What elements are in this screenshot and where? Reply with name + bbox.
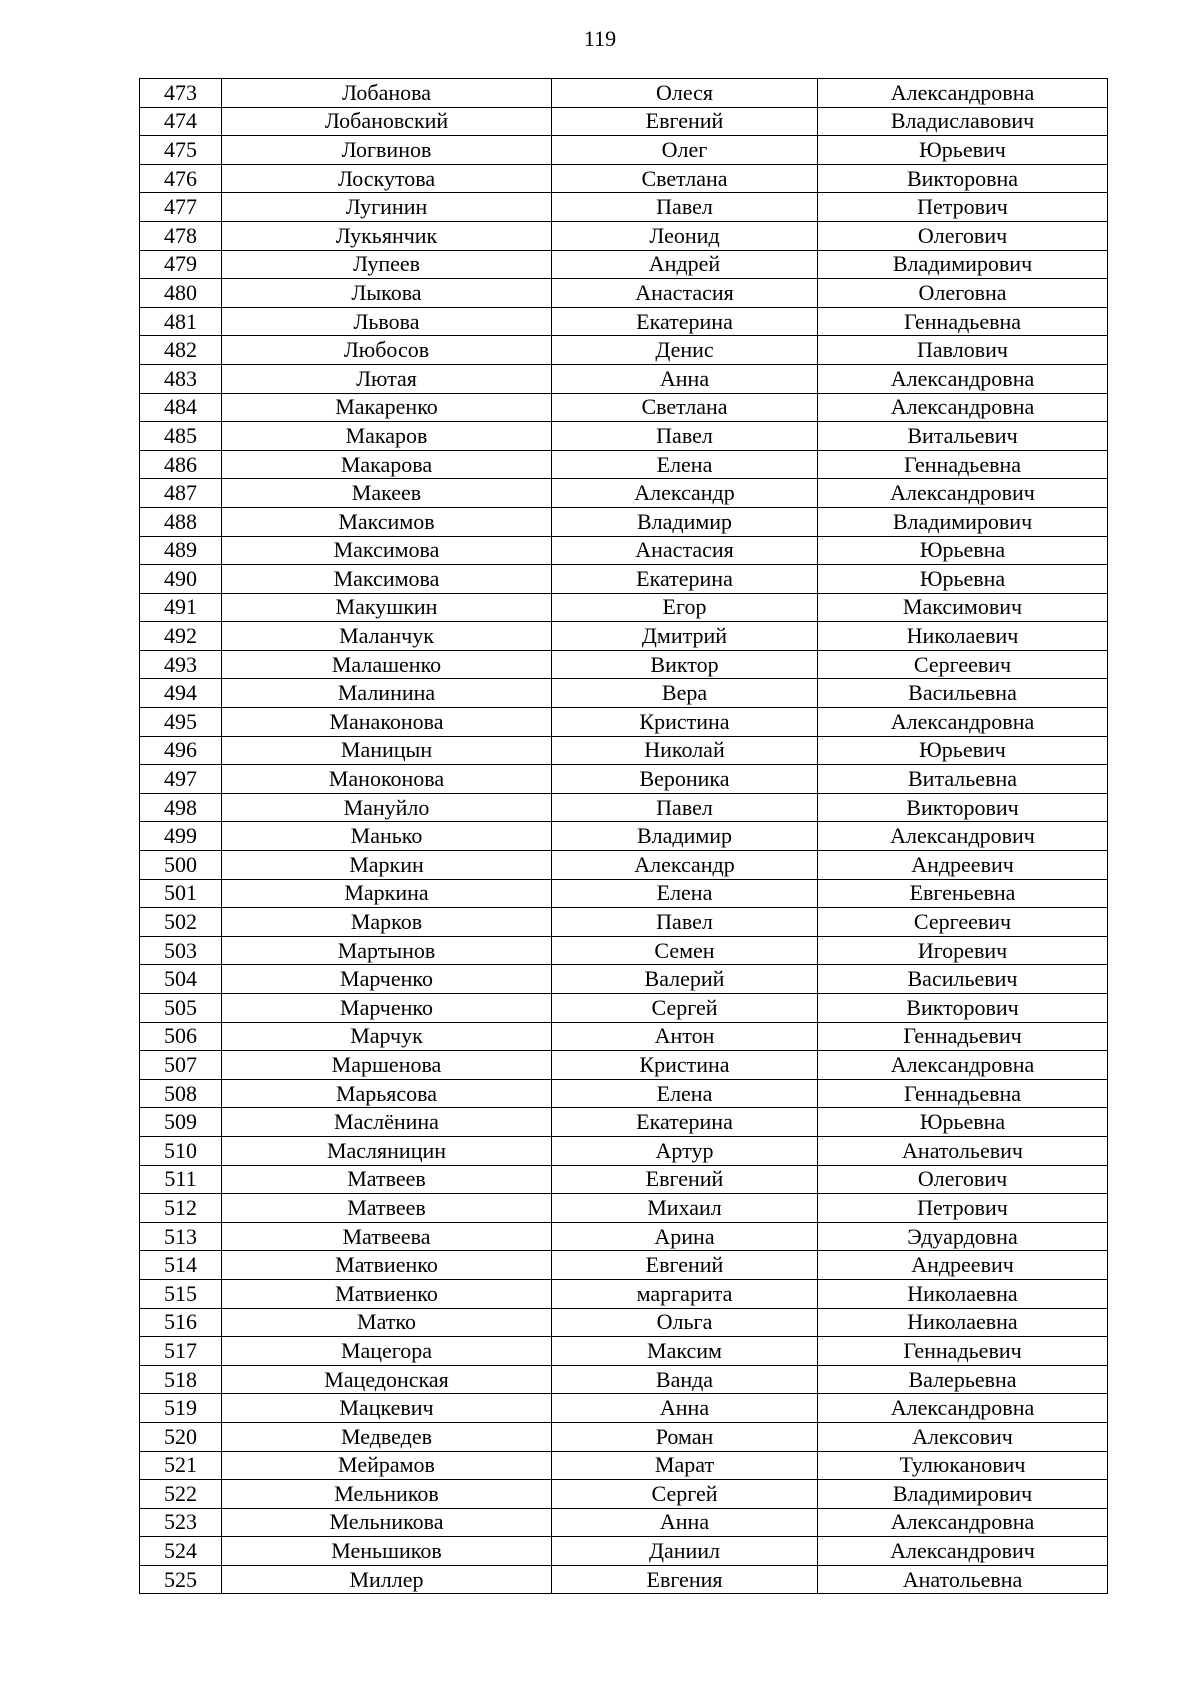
last-name-cell: Марчук bbox=[222, 1022, 552, 1051]
first-name-cell: Анна bbox=[552, 1508, 818, 1537]
last-name-cell: Мельникова bbox=[222, 1508, 552, 1537]
table-row bbox=[140, 622, 1108, 651]
first-name-cell: Екатерина bbox=[552, 565, 818, 594]
patronymic-cell: Евгеньевна bbox=[818, 879, 1108, 908]
patronymic-cell: Эдуардовна bbox=[818, 1222, 1108, 1251]
last-name-cell: Лоскутова bbox=[222, 164, 552, 193]
table-row bbox=[140, 1079, 1108, 1108]
first-name-cell: Павел bbox=[552, 193, 818, 222]
patronymic-cell: Владимирович bbox=[818, 507, 1108, 536]
last-name-cell: Малашенко bbox=[222, 650, 552, 679]
table-row bbox=[140, 1222, 1108, 1251]
row-number-cell: 491 bbox=[140, 593, 222, 622]
table-row bbox=[140, 1308, 1108, 1337]
patronymic-cell: Геннадьевич bbox=[818, 1022, 1108, 1051]
patronymic-cell: Николаевна bbox=[818, 1279, 1108, 1308]
first-name-cell: Павел bbox=[552, 422, 818, 451]
first-name-cell: Елена bbox=[552, 450, 818, 479]
first-name-cell: Олеся bbox=[552, 79, 818, 108]
patronymic-cell: Олеговна bbox=[818, 279, 1108, 308]
patronymic-cell: Олегович bbox=[818, 221, 1108, 250]
first-name-cell: Кристина bbox=[552, 1051, 818, 1080]
table-row bbox=[140, 822, 1108, 851]
patronymic-cell: Павлович bbox=[818, 336, 1108, 365]
last-name-cell: Манько bbox=[222, 822, 552, 851]
row-number-cell: 476 bbox=[140, 164, 222, 193]
patronymic-cell: Геннадьевна bbox=[818, 307, 1108, 336]
row-number-cell: 489 bbox=[140, 536, 222, 565]
table-row bbox=[140, 136, 1108, 165]
row-number-cell: 509 bbox=[140, 1108, 222, 1137]
patronymic-cell: Геннадьевна bbox=[818, 450, 1108, 479]
first-name-cell: Екатерина bbox=[552, 1108, 818, 1137]
row-number-cell: 486 bbox=[140, 450, 222, 479]
table-row bbox=[140, 994, 1108, 1023]
table-row bbox=[140, 1337, 1108, 1366]
first-name-cell: Валерий bbox=[552, 965, 818, 994]
table-row bbox=[140, 364, 1108, 393]
row-number-cell: 479 bbox=[140, 250, 222, 279]
row-number-cell: 503 bbox=[140, 936, 222, 965]
table-row bbox=[140, 565, 1108, 594]
first-name-cell: Анастасия bbox=[552, 279, 818, 308]
patronymic-cell: Юрьевич bbox=[818, 136, 1108, 165]
last-name-cell: Маршенова bbox=[222, 1051, 552, 1080]
first-name-cell: Владимир bbox=[552, 507, 818, 536]
row-number-cell: 497 bbox=[140, 765, 222, 794]
first-name-cell: Денис bbox=[552, 336, 818, 365]
last-name-cell: Маноконова bbox=[222, 765, 552, 794]
first-name-cell: Анастасия bbox=[552, 536, 818, 565]
last-name-cell: Макушкин bbox=[222, 593, 552, 622]
last-name-cell: Максимова bbox=[222, 565, 552, 594]
table-row bbox=[140, 1394, 1108, 1423]
table-row bbox=[140, 336, 1108, 365]
last-name-cell: Лыкова bbox=[222, 279, 552, 308]
patronymic-cell: Владимирович bbox=[818, 250, 1108, 279]
last-name-cell: Макаренко bbox=[222, 393, 552, 422]
patronymic-cell: Викторовна bbox=[818, 164, 1108, 193]
table-row bbox=[140, 1537, 1108, 1566]
last-name-cell: Маслёнина bbox=[222, 1108, 552, 1137]
table-row bbox=[140, 393, 1108, 422]
patronymic-cell: Юрьевна bbox=[818, 565, 1108, 594]
row-number-cell: 518 bbox=[140, 1365, 222, 1394]
row-number-cell: 490 bbox=[140, 565, 222, 594]
patronymic-cell: Максимович bbox=[818, 593, 1108, 622]
row-number-cell: 487 bbox=[140, 479, 222, 508]
last-name-cell: Максимова bbox=[222, 536, 552, 565]
table-row bbox=[140, 1480, 1108, 1509]
last-name-cell: Максимов bbox=[222, 507, 552, 536]
table-row bbox=[140, 1565, 1108, 1594]
last-name-cell: Макаров bbox=[222, 422, 552, 451]
first-name-cell: Дмитрий bbox=[552, 622, 818, 651]
patronymic-cell: Витальевич bbox=[818, 422, 1108, 451]
patronymic-cell: Александровна bbox=[818, 1508, 1108, 1537]
row-number-cell: 525 bbox=[140, 1565, 222, 1594]
roster-table-body bbox=[140, 79, 1108, 1594]
row-number-cell: 521 bbox=[140, 1451, 222, 1480]
first-name-cell: Артур bbox=[552, 1136, 818, 1165]
table-row bbox=[140, 679, 1108, 708]
first-name-cell: Николай bbox=[552, 736, 818, 765]
table-row bbox=[140, 936, 1108, 965]
last-name-cell: Лукьянчик bbox=[222, 221, 552, 250]
table-row bbox=[140, 1136, 1108, 1165]
first-name-cell: Арина bbox=[552, 1222, 818, 1251]
last-name-cell: Марченко bbox=[222, 994, 552, 1023]
table-row bbox=[140, 1108, 1108, 1137]
last-name-cell: Макеев bbox=[222, 479, 552, 508]
patronymic-cell: Александрович bbox=[818, 822, 1108, 851]
patronymic-cell: Анатольевна bbox=[818, 1565, 1108, 1594]
table-row bbox=[140, 479, 1108, 508]
row-number-cell: 502 bbox=[140, 908, 222, 937]
patronymic-cell: Игоревич bbox=[818, 936, 1108, 965]
first-name-cell: Елена bbox=[552, 1079, 818, 1108]
last-name-cell: Меньшиков bbox=[222, 1537, 552, 1566]
last-name-cell: Мацегора bbox=[222, 1337, 552, 1366]
table-row bbox=[140, 107, 1108, 136]
first-name-cell: Леонид bbox=[552, 221, 818, 250]
table-row bbox=[140, 536, 1108, 565]
row-number-cell: 473 bbox=[140, 79, 222, 108]
table-row bbox=[140, 1451, 1108, 1480]
table-row bbox=[140, 250, 1108, 279]
row-number-cell: 524 bbox=[140, 1537, 222, 1566]
table-row bbox=[140, 279, 1108, 308]
row-number-cell: 499 bbox=[140, 822, 222, 851]
row-number-cell: 478 bbox=[140, 221, 222, 250]
first-name-cell: Ольга bbox=[552, 1308, 818, 1337]
row-number-cell: 523 bbox=[140, 1508, 222, 1537]
first-name-cell: Антон bbox=[552, 1022, 818, 1051]
table-row bbox=[140, 765, 1108, 794]
last-name-cell: Масляницин bbox=[222, 1136, 552, 1165]
last-name-cell: Любосов bbox=[222, 336, 552, 365]
table-row bbox=[140, 221, 1108, 250]
last-name-cell: Матко bbox=[222, 1308, 552, 1337]
patronymic-cell: Тулюканович bbox=[818, 1451, 1108, 1480]
first-name-cell: Михаил bbox=[552, 1194, 818, 1223]
last-name-cell: Матвиенко bbox=[222, 1279, 552, 1308]
patronymic-cell: Петрович bbox=[818, 193, 1108, 222]
patronymic-cell: Викторович bbox=[818, 793, 1108, 822]
first-name-cell: Владимир bbox=[552, 822, 818, 851]
patronymic-cell: Сергеевич bbox=[818, 908, 1108, 937]
row-number-cell: 495 bbox=[140, 708, 222, 737]
first-name-cell: Егор bbox=[552, 593, 818, 622]
patronymic-cell: Анатольевич bbox=[818, 1136, 1108, 1165]
row-number-cell: 482 bbox=[140, 336, 222, 365]
table-row bbox=[140, 708, 1108, 737]
first-name-cell: Марат bbox=[552, 1451, 818, 1480]
patronymic-cell: Валерьевна bbox=[818, 1365, 1108, 1394]
last-name-cell: Матвиенко bbox=[222, 1251, 552, 1280]
row-number-cell: 493 bbox=[140, 650, 222, 679]
first-name-cell: Максим bbox=[552, 1337, 818, 1366]
table-row bbox=[140, 1508, 1108, 1537]
row-number-cell: 477 bbox=[140, 193, 222, 222]
last-name-cell: Лугинин bbox=[222, 193, 552, 222]
first-name-cell: Евгений bbox=[552, 1165, 818, 1194]
table-row bbox=[140, 422, 1108, 451]
table-row bbox=[140, 593, 1108, 622]
patronymic-cell: Андреевич bbox=[818, 851, 1108, 880]
patronymic-cell: Николаевич bbox=[818, 622, 1108, 651]
row-number-cell: 494 bbox=[140, 679, 222, 708]
patronymic-cell: Юрьевна bbox=[818, 536, 1108, 565]
table-row bbox=[140, 1279, 1108, 1308]
table-row bbox=[140, 1365, 1108, 1394]
row-number-cell: 492 bbox=[140, 622, 222, 651]
table-row bbox=[140, 851, 1108, 880]
table-row bbox=[140, 1022, 1108, 1051]
patronymic-cell: Алексович bbox=[818, 1422, 1108, 1451]
last-name-cell: Матвеев bbox=[222, 1194, 552, 1223]
row-number-cell: 498 bbox=[140, 793, 222, 822]
patronymic-cell: Александровна bbox=[818, 393, 1108, 422]
first-name-cell: Даниил bbox=[552, 1537, 818, 1566]
last-name-cell: Миллер bbox=[222, 1565, 552, 1594]
table-row bbox=[140, 307, 1108, 336]
last-name-cell: Мануйло bbox=[222, 793, 552, 822]
first-name-cell: маргарита bbox=[552, 1279, 818, 1308]
row-number-cell: 519 bbox=[140, 1394, 222, 1423]
row-number-cell: 485 bbox=[140, 422, 222, 451]
last-name-cell: Матвеева bbox=[222, 1222, 552, 1251]
patronymic-cell: Андреевич bbox=[818, 1251, 1108, 1280]
row-number-cell: 510 bbox=[140, 1136, 222, 1165]
patronymic-cell: Александровна bbox=[818, 1051, 1108, 1080]
first-name-cell: Александр bbox=[552, 479, 818, 508]
table-row bbox=[140, 908, 1108, 937]
table-row bbox=[140, 965, 1108, 994]
last-name-cell: Манаконова bbox=[222, 708, 552, 737]
last-name-cell: Макарова bbox=[222, 450, 552, 479]
last-name-cell: Маницын bbox=[222, 736, 552, 765]
patronymic-cell: Александрович bbox=[818, 479, 1108, 508]
patronymic-cell: Александровна bbox=[818, 1394, 1108, 1423]
last-name-cell: Логвинов bbox=[222, 136, 552, 165]
last-name-cell: Марков bbox=[222, 908, 552, 937]
last-name-cell: Марченко bbox=[222, 965, 552, 994]
patronymic-cell: Олегович bbox=[818, 1165, 1108, 1194]
patronymic-cell: Витальевна bbox=[818, 765, 1108, 794]
row-number-cell: 500 bbox=[140, 851, 222, 880]
last-name-cell: Лобановский bbox=[222, 107, 552, 136]
patronymic-cell: Александровна bbox=[818, 79, 1108, 108]
row-number-cell: 505 bbox=[140, 994, 222, 1023]
table-row bbox=[140, 650, 1108, 679]
row-number-cell: 480 bbox=[140, 279, 222, 308]
last-name-cell: Малинина bbox=[222, 679, 552, 708]
row-number-cell: 474 bbox=[140, 107, 222, 136]
patronymic-cell: Петрович bbox=[818, 1194, 1108, 1223]
first-name-cell: Семен bbox=[552, 936, 818, 965]
table-row bbox=[140, 507, 1108, 536]
last-name-cell: Медведев bbox=[222, 1422, 552, 1451]
first-name-cell: Вероника bbox=[552, 765, 818, 794]
patronymic-cell: Викторович bbox=[818, 994, 1108, 1023]
last-name-cell: Лупеев bbox=[222, 250, 552, 279]
row-number-cell: 522 bbox=[140, 1480, 222, 1509]
row-number-cell: 512 bbox=[140, 1194, 222, 1223]
last-name-cell: Мейрамов bbox=[222, 1451, 552, 1480]
table-row bbox=[140, 450, 1108, 479]
row-number-cell: 508 bbox=[140, 1079, 222, 1108]
last-name-cell: Львова bbox=[222, 307, 552, 336]
first-name-cell: Евгений bbox=[552, 1251, 818, 1280]
row-number-cell: 484 bbox=[140, 393, 222, 422]
first-name-cell: Анна bbox=[552, 1394, 818, 1423]
last-name-cell: Мацедонская bbox=[222, 1365, 552, 1394]
first-name-cell: Виктор bbox=[552, 650, 818, 679]
table-row bbox=[140, 793, 1108, 822]
table-row bbox=[140, 79, 1108, 108]
row-number-cell: 507 bbox=[140, 1051, 222, 1080]
first-name-cell: Светлана bbox=[552, 164, 818, 193]
patronymic-cell: Юрьевна bbox=[818, 1108, 1108, 1137]
first-name-cell: Вера bbox=[552, 679, 818, 708]
last-name-cell: Марьясова bbox=[222, 1079, 552, 1108]
first-name-cell: Светлана bbox=[552, 393, 818, 422]
first-name-cell: Ванда bbox=[552, 1365, 818, 1394]
patronymic-cell: Васильевна bbox=[818, 679, 1108, 708]
last-name-cell: Маркина bbox=[222, 879, 552, 908]
table-row bbox=[140, 1165, 1108, 1194]
table-row bbox=[140, 1194, 1108, 1223]
last-name-cell: Мацкевич bbox=[222, 1394, 552, 1423]
first-name-cell: Сергей bbox=[552, 1480, 818, 1509]
last-name-cell: Матвеев bbox=[222, 1165, 552, 1194]
last-name-cell: Маланчук bbox=[222, 622, 552, 651]
row-number-cell: 515 bbox=[140, 1279, 222, 1308]
last-name-cell: Мельников bbox=[222, 1480, 552, 1509]
last-name-cell: Лютая bbox=[222, 364, 552, 393]
first-name-cell: Олег bbox=[552, 136, 818, 165]
patronymic-cell: Юрьевич bbox=[818, 736, 1108, 765]
last-name-cell: Лобанова bbox=[222, 79, 552, 108]
first-name-cell: Евгения bbox=[552, 1565, 818, 1594]
row-number-cell: 475 bbox=[140, 136, 222, 165]
patronymic-cell: Александровна bbox=[818, 708, 1108, 737]
first-name-cell: Александр bbox=[552, 851, 818, 880]
row-number-cell: 501 bbox=[140, 879, 222, 908]
patronymic-cell: Сергеевич bbox=[818, 650, 1108, 679]
page-number: 119 bbox=[583, 26, 617, 51]
first-name-cell: Кристина bbox=[552, 708, 818, 737]
first-name-cell: Роман bbox=[552, 1422, 818, 1451]
patronymic-cell: Геннадьевна bbox=[818, 1079, 1108, 1108]
row-number-cell: 483 bbox=[140, 364, 222, 393]
row-number-cell: 514 bbox=[140, 1251, 222, 1280]
row-number-cell: 506 bbox=[140, 1022, 222, 1051]
table-row bbox=[140, 1422, 1108, 1451]
table-row bbox=[140, 1251, 1108, 1280]
row-number-cell: 488 bbox=[140, 507, 222, 536]
roster-table bbox=[139, 78, 1108, 1594]
first-name-cell: Екатерина bbox=[552, 307, 818, 336]
table-row bbox=[140, 164, 1108, 193]
table-row bbox=[140, 879, 1108, 908]
first-name-cell: Павел bbox=[552, 908, 818, 937]
row-number-cell: 481 bbox=[140, 307, 222, 336]
patronymic-cell: Владиславович bbox=[818, 107, 1108, 136]
first-name-cell: Павел bbox=[552, 793, 818, 822]
row-number-cell: 504 bbox=[140, 965, 222, 994]
row-number-cell: 513 bbox=[140, 1222, 222, 1251]
patronymic-cell: Александровна bbox=[818, 364, 1108, 393]
patronymic-cell: Геннадьевич bbox=[818, 1337, 1108, 1366]
patronymic-cell: Николаевна bbox=[818, 1308, 1108, 1337]
patronymic-cell: Васильевич bbox=[818, 965, 1108, 994]
first-name-cell: Андрей bbox=[552, 250, 818, 279]
row-number-cell: 520 bbox=[140, 1422, 222, 1451]
row-number-cell: 516 bbox=[140, 1308, 222, 1337]
first-name-cell: Сергей bbox=[552, 994, 818, 1023]
row-number-cell: 511 bbox=[140, 1165, 222, 1194]
last-name-cell: Мартынов bbox=[222, 936, 552, 965]
table-row bbox=[140, 736, 1108, 765]
row-number-cell: 496 bbox=[140, 736, 222, 765]
patronymic-cell: Александрович bbox=[818, 1537, 1108, 1566]
first-name-cell: Евгений bbox=[552, 107, 818, 136]
row-number-cell: 517 bbox=[140, 1337, 222, 1366]
table-row bbox=[140, 193, 1108, 222]
first-name-cell: Анна bbox=[552, 364, 818, 393]
table-row bbox=[140, 1051, 1108, 1080]
last-name-cell: Маркин bbox=[222, 851, 552, 880]
patronymic-cell: Владимирович bbox=[818, 1480, 1108, 1509]
first-name-cell: Елена bbox=[552, 879, 818, 908]
